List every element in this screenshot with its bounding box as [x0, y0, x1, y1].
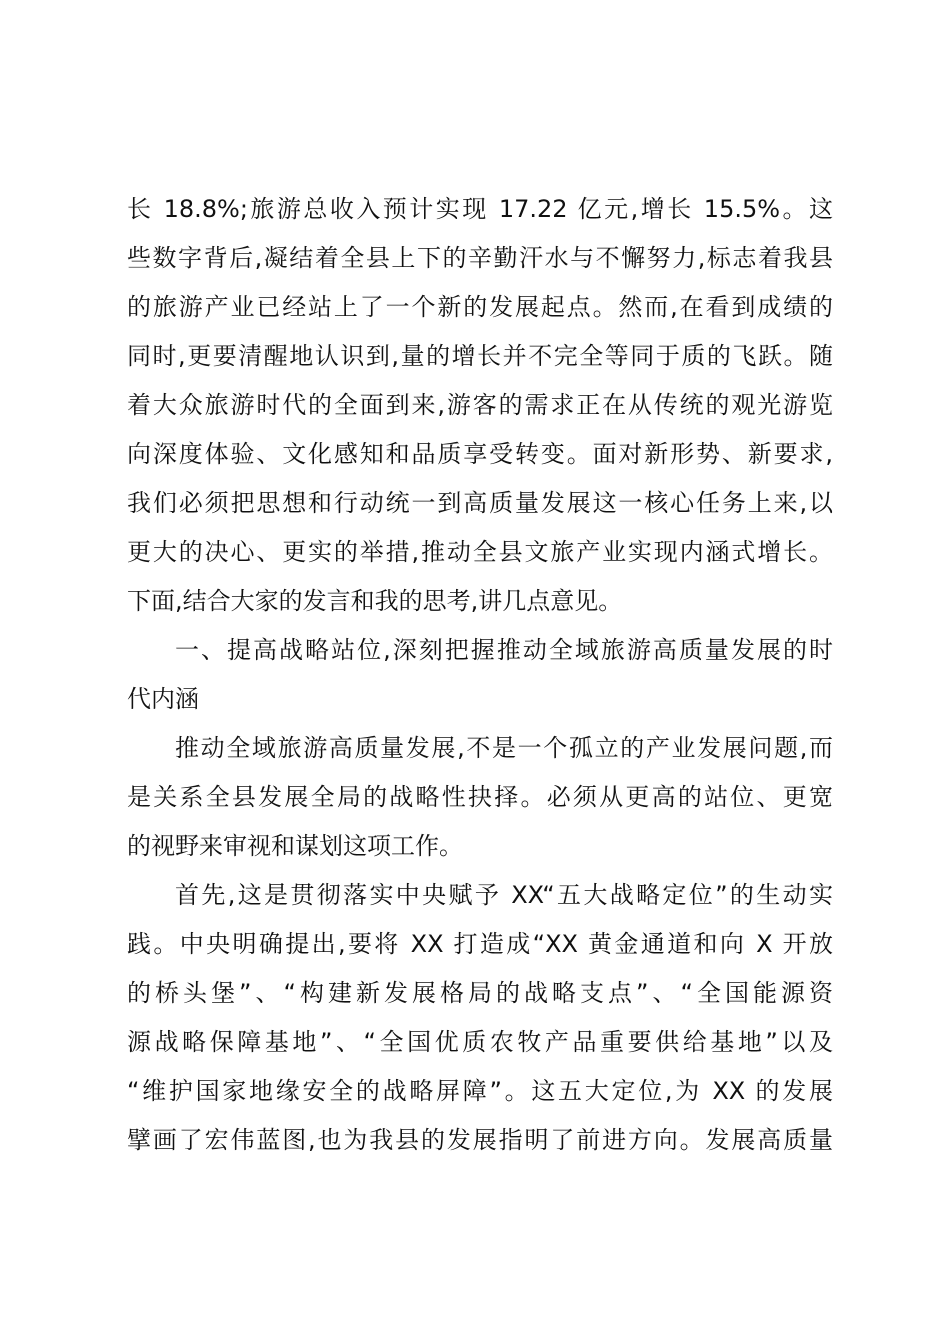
text-line: 首先,这是贯彻落实中央赋予 XX“五大战略定位”的生动实 [175, 881, 833, 909]
text-line: “维护国家地缘安全的战略屏障”。这五大定位,为 XX 的发展 [127, 1077, 833, 1105]
text-line: 推动全域旅游高质量发展,不是一个孤立的产业发展问题,而 [175, 734, 833, 762]
text-line: 擘画了宏伟蓝图,也为我县的发展指明了前进方向。发展高质量 [127, 1126, 833, 1154]
text-line: 同时,更要清醒地认识到,量的增长并不完全等同于质的飞跃。随 [127, 342, 833, 370]
text-line: 的旅游产业已经站上了一个新的发展起点。然而,在看到成绩的 [127, 293, 833, 321]
text-line: 践。中央明确提出,要将 XX 打造成“XX 黄金通道和向 X 开放 [127, 930, 833, 958]
text-line: 些数字背后,凝结着全县上下的辛勤汗水与不懈努力,标志着我县 [127, 244, 833, 272]
text-line: 源战略保障基地”、“全国优质农牧产品重要供给基地”以及 [127, 1028, 833, 1056]
text-line: 下面,结合大家的发言和我的思考,讲几点意见。 [127, 587, 623, 615]
text-line: 向深度体验、文化感知和品质享受转变。面对新形势、新要求, [127, 440, 833, 468]
text-line: 的视野来审视和谋划这项工作。 [127, 832, 463, 860]
text-line: 我们必须把思想和行动统一到高质量发展这一核心任务上来,以 [127, 489, 833, 517]
document-body [127, 185, 833, 1165]
text-line: 着大众旅游时代的全面到来,游客的需求正在从传统的观光游览 [127, 391, 833, 419]
text-line: 长 18.8%;旅游总收入预计实现 17.22 亿元,增长 15.5%。这 [127, 195, 833, 223]
text-line: 是关系全县发展全局的战略性抉择。必须从更高的站位、更宽 [127, 783, 833, 811]
text-line: 更大的决心、更实的举措,推动全县文旅产业实现内涵式增长。 [127, 538, 833, 566]
section-heading-continued: 代内涵 [127, 685, 199, 713]
text-line: 的桥头堡”、“构建新发展格局的战略支点”、“全国能源资 [127, 979, 833, 1007]
section-heading: 一、提高战略站位,深刻把握推动全域旅游高质量发展的时 [175, 636, 833, 664]
